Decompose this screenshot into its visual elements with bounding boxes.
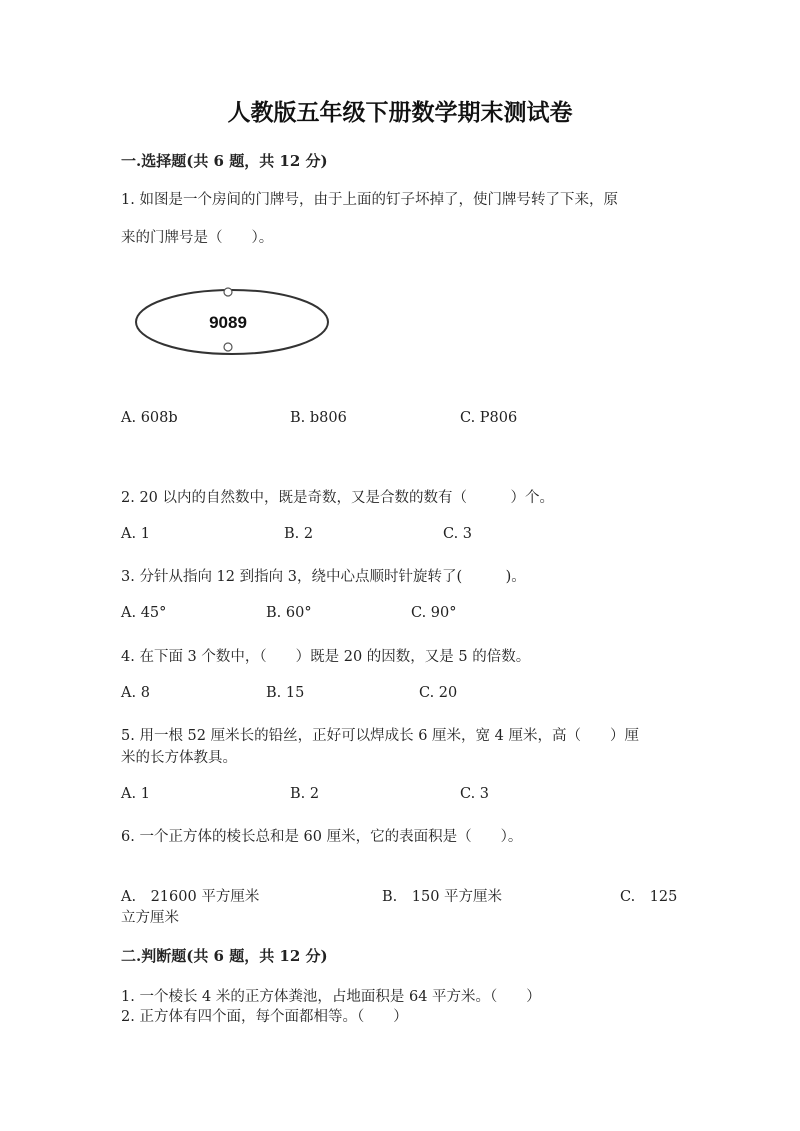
question-5-option-a[interactable]: A. 1: [121, 786, 150, 802]
question-2-option-b[interactable]: B. 2: [284, 526, 314, 542]
door-plate-top-hole: [224, 288, 232, 296]
section-heading-choice: 一.选择题(共 6 题，共 12 分): [121, 152, 328, 170]
question-3-option-a[interactable]: A. 45°: [121, 605, 167, 621]
question-1-option-c[interactable]: C. P806: [460, 410, 518, 426]
question-5-option-b[interactable]: B. 2: [290, 786, 320, 802]
question-2-text: 2. 20 以内的自然数中，既是奇数，又是合数的数有（ ）个。: [121, 490, 555, 506]
question-5-line-1: 5. 用一根 52 厘米长的铅丝，正好可以焊成长 6 厘米，宽 4 厘米，高（ ）厘: [121, 728, 639, 744]
question-4-option-a[interactable]: A. 8: [121, 685, 150, 701]
judgement-item-1: 1. 一个棱长 4 米的正方体粪池，占地面积是 64 平方米。（ ）: [121, 989, 541, 1005]
question-1-line-1: 1. 如图是一个房间的门牌号，由于上面的钉子坏掉了，使门牌号转了下来，原: [121, 192, 618, 208]
page-title: 人教版五年级下册数学期末测试卷: [227, 99, 573, 126]
question-5-option-c[interactable]: C. 3: [460, 786, 490, 802]
question-1-option-b[interactable]: B. b806: [290, 410, 347, 426]
question-5-line-2: 米的长方体教具。: [121, 750, 237, 766]
section-heading-judgement: 二.判断题(共 6 题，共 12 分): [121, 947, 328, 965]
question-1-line-2: 来的门牌号是（ ）。: [121, 230, 274, 246]
door-plate-bottom-hole: [224, 343, 232, 351]
question-2-option-a[interactable]: A. 1: [121, 526, 150, 542]
question-6-option-a[interactable]: A. 21600 平方厘米: [121, 889, 260, 905]
question-3-option-c[interactable]: C. 90°: [411, 605, 457, 621]
question-4-option-b[interactable]: B. 15: [266, 685, 305, 701]
door-plate-figure: [133, 284, 331, 356]
question-6-text: 6. 一个正方体的棱长总和是 60 厘米，它的表面积是（ ）。: [121, 829, 523, 845]
question-1-option-a[interactable]: A. 608b: [121, 410, 178, 426]
question-6-option-c[interactable]: C. 125: [620, 889, 678, 905]
question-6-option-b[interactable]: B. 150 平方厘米: [382, 889, 503, 905]
judgement-item-2: 2. 正方体有四个面，每个面都相等。（ ）: [121, 1009, 408, 1025]
question-2-option-c[interactable]: C. 3: [443, 526, 473, 542]
question-3-option-b[interactable]: B. 60°: [266, 605, 312, 621]
question-3-text: 3. 分针从指向 12 到指向 3，绕中心点顺时针旋转了( )。: [121, 569, 526, 585]
door-plate-number: 9089: [209, 313, 247, 332]
question-4-option-c[interactable]: C. 20: [419, 685, 458, 701]
question-6-option-c-wrap: 立方厘米: [121, 910, 179, 926]
question-4-text: 4. 在下面 3 个数中，（ ）既是 20 的因数，又是 5 的倍数。: [121, 649, 531, 665]
